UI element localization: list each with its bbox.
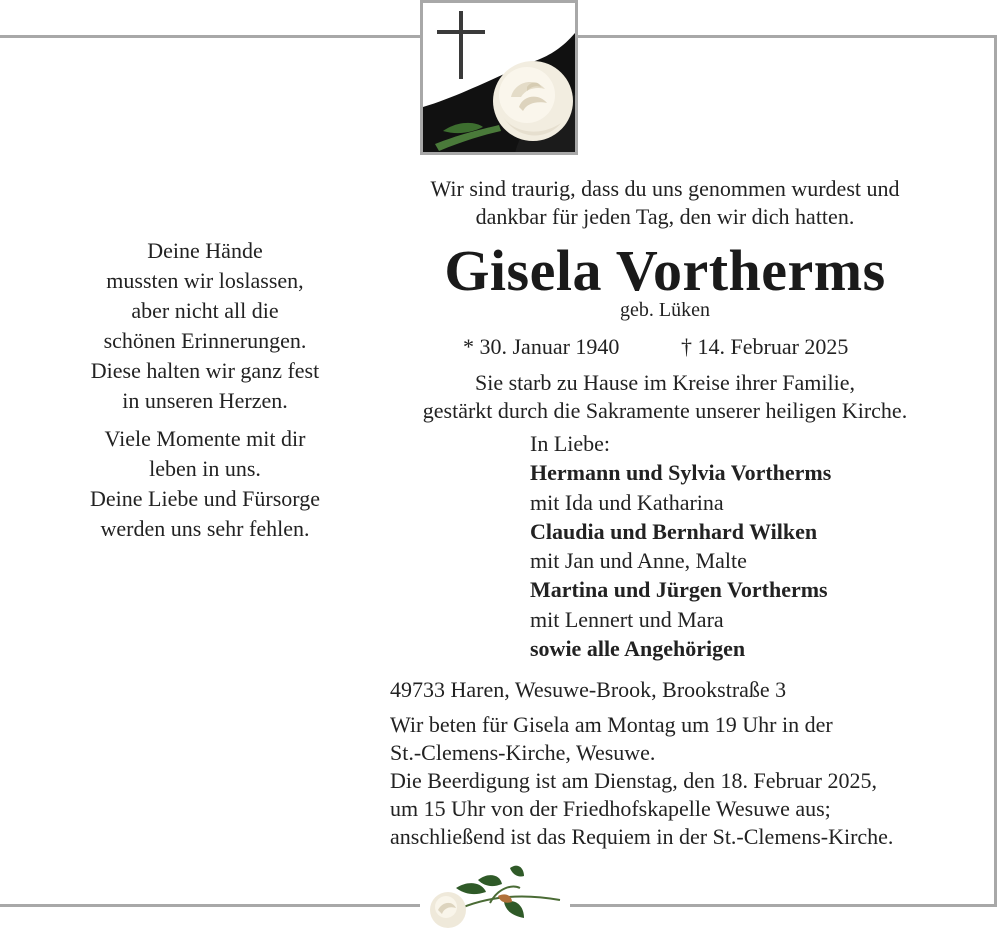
circumstance-line: Sie starb zu Hause im Kreise ihrer Familie, bbox=[474, 370, 855, 395]
verse-line: schönen Erinnerungen. bbox=[103, 328, 307, 353]
verse-line: leben in uns. bbox=[149, 456, 261, 481]
verse-line: Deine Liebe und Fürsorge bbox=[90, 486, 320, 511]
family-name: Martina und Jürgen Vortherms bbox=[530, 577, 828, 603]
intro-text bbox=[380, 175, 950, 231]
family-name: Hermann und Sylvia Vortherms bbox=[530, 460, 832, 486]
death-circumstances bbox=[380, 369, 950, 425]
verse-line: aber nicht all die bbox=[131, 298, 279, 323]
prayer-info bbox=[390, 711, 833, 767]
funeral-line: Die Beerdigung ist am Dienstag, den 18. Februar 2025, bbox=[390, 768, 877, 793]
family-children: mit Ida und Katharina bbox=[530, 489, 724, 515]
death-date: † 14. Februar 2025 bbox=[681, 334, 849, 359]
mourners-heading: In Liebe: bbox=[530, 431, 611, 456]
deceased-name: Gisela Vortherms bbox=[444, 238, 886, 303]
cross-rose-image bbox=[423, 3, 575, 152]
maiden-name: geb. Lüken bbox=[620, 299, 710, 321]
verse-line: Viele Momente mit dir bbox=[104, 426, 306, 451]
prayer-line: Wir beten für Gisela am Montag um 19 Uhr in der bbox=[390, 712, 833, 737]
birth-date: * 30. Januar 1940 bbox=[463, 334, 620, 359]
funeral-info bbox=[390, 767, 893, 851]
verse-line: Diese halten wir ganz fest bbox=[90, 358, 320, 383]
rose-sprig-icon bbox=[420, 858, 570, 933]
verse-stanza-1 bbox=[40, 236, 370, 416]
circumstance-line: gestärkt durch die Sakramente unserer heiligen Kirche. bbox=[422, 398, 908, 423]
family-children: mit Lennert und Mara bbox=[530, 606, 724, 632]
mourners-closing: sowie alle Angehörigen bbox=[530, 636, 746, 662]
verse-line: mussten wir loslassen, bbox=[106, 268, 304, 293]
mourners-list bbox=[530, 429, 831, 663]
cross-icon bbox=[459, 11, 463, 79]
verse-line: Deine Hände bbox=[147, 238, 263, 263]
life-dates bbox=[463, 333, 848, 361]
funeral-line: um 15 Uhr von der Friedhofskapelle Wesuwe aus; bbox=[390, 796, 831, 821]
verse-line: in unseren Herzen. bbox=[122, 388, 288, 413]
intro-line: Wir sind traurig, dass du uns genommen wurdest und bbox=[430, 176, 900, 201]
cross-and-rose-photo bbox=[420, 0, 578, 155]
intro-line: dankbar für jeden Tag, den wir dich hatten. bbox=[475, 204, 855, 229]
funeral-line: anschließend ist das Requiem in der St.-Clemens-Kirche. bbox=[390, 824, 894, 849]
address: 49733 Haren, Wesuwe-Brook, Brookstraße 3 bbox=[390, 677, 787, 702]
family-name: Claudia und Bernhard Wilken bbox=[530, 518, 818, 544]
prayer-line: St.-Clemens-Kirche, Wesuwe. bbox=[390, 740, 656, 765]
family-children: mit Jan und Anne, Malte bbox=[530, 548, 747, 574]
verse-stanza-2 bbox=[40, 424, 370, 544]
rose-icon bbox=[493, 61, 573, 141]
verse-line: werden uns sehr fehlen. bbox=[100, 516, 310, 541]
